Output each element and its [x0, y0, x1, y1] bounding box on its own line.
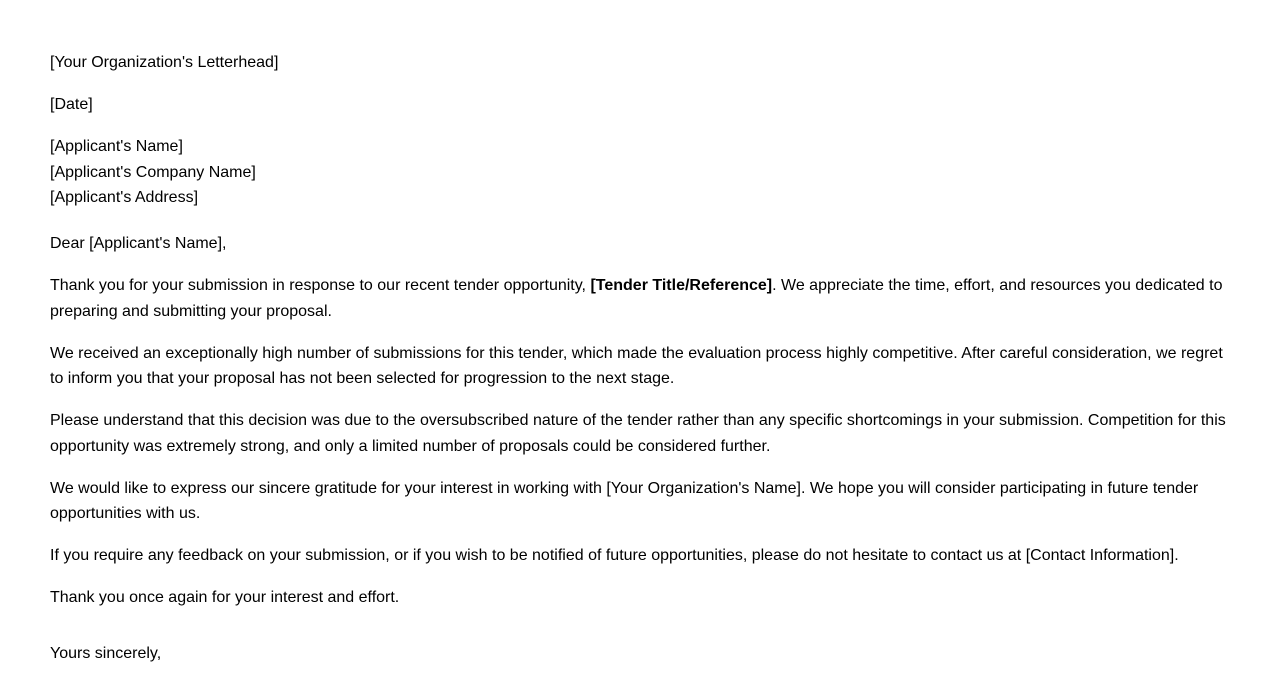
letter-date: [Date]: [50, 96, 93, 113]
closing-phrase: Yours sincerely,: [50, 644, 162, 662]
recipient-address-block: [50, 134, 1230, 211]
paragraph-decision: We received an exceptionally high number of submissions for this tender, which made the evaluation process highly competitive. After careful consideration, we regret to inform you that your proposal has not been selected for progression to the next stage.: [50, 344, 1223, 387]
salutation: Dear [Applicant's Name],: [50, 235, 227, 252]
letterhead: [Your Organization's Letterhead]: [50, 54, 279, 71]
paragraph-closing-thanks: Thank you once again for your interest and effort.: [50, 589, 400, 606]
tender-reference: [Tender Title/Reference]: [590, 277, 773, 294]
paragraph-feedback: If you require any feedback on your submission, or if you wish to be notified of future opportunities, please do not hesitate to contact us at [Contact Information].: [50, 547, 1179, 564]
paragraph-thanks-intro: Thank you for your submission in response to our recent tender opportunity,: [50, 277, 591, 294]
paragraph-gratitude: We would like to express our sincere gratitude for your interest in working with [Your Organization's Name]. We hope you will consider participating in future tender opportunities with us.: [50, 479, 1199, 522]
letter-body: [50, 50, 1230, 683]
recipient-name: [Applicant's Name]: [50, 138, 183, 155]
paragraph-reason: Please understand that this decision was due to the oversubscribed nature of the tender rather than any specific shortcomings in your submission. Competition for this opportunity was extremely strong, and only a limited number of proposals could be considered further.: [50, 412, 1226, 455]
recipient-address: [Applicant's Address]: [50, 189, 199, 206]
recipient-company: [Applicant's Company Name]: [50, 163, 256, 181]
paragraph-thanks-rest: . We appreciate the time, effort, and resources you dedicated to preparing and submitting your proposal.: [50, 277, 1223, 320]
paragraph-thanks: [50, 273, 1230, 324]
